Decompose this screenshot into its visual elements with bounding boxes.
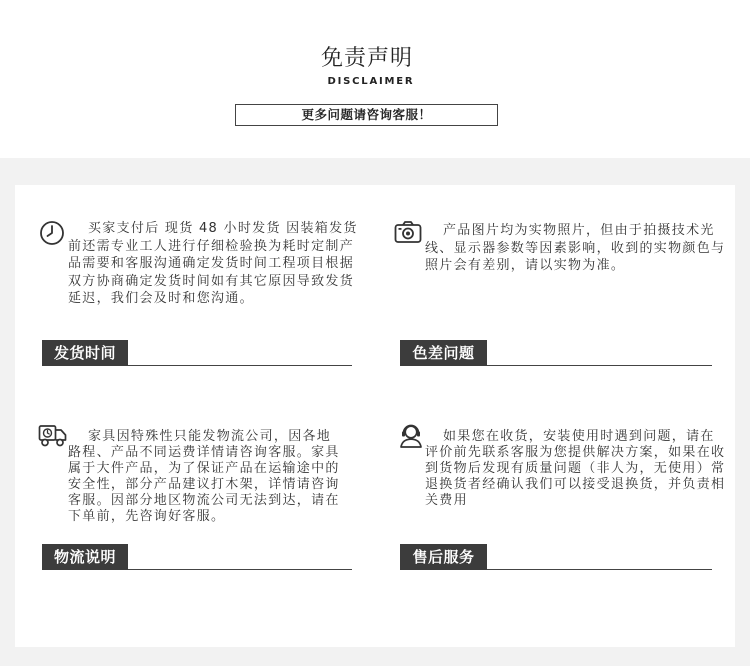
contact-notice-box: 更多问题请咨询客服！	[235, 104, 498, 126]
page-title: 免责声明	[320, 46, 413, 71]
section-text-line: 如果您在收货，安装使用时遇到问题，请在	[443, 429, 715, 444]
section-text-line: 到货物后发现有质量问题（非人为，无使用）常	[425, 461, 726, 476]
section-label-bar	[42, 544, 352, 570]
section-text-line: 产品图片均为实物照片，但由于拍摄技术光	[443, 223, 715, 238]
section-text-line: 品需要和客服沟通确定发货时间工程项目根据	[68, 256, 355, 271]
truck-icon	[38, 422, 68, 448]
camera-icon	[394, 220, 422, 244]
section-text	[68, 220, 358, 308]
section-text-line: 线、显示器参数等因素影响，收到的实物颜色与	[425, 240, 726, 256]
section-text-line: 照片会有差别，请以实物为准。	[425, 258, 626, 273]
section-text-line: 退换货者经确认我们可以接受退换货，并负责相	[425, 477, 726, 492]
section-label-bar	[400, 340, 712, 366]
clock-icon	[39, 220, 65, 246]
section-text-line: 关费用	[425, 493, 468, 508]
section-text-line: 安全性，部分产品建议打木架，详情请咨询	[68, 477, 340, 492]
section-text-line: 双方协商确定发货时间如有其它原因导致发货	[68, 273, 355, 289]
section-label: 发货时间	[42, 340, 128, 366]
customer-service-icon	[398, 422, 424, 448]
section-text	[425, 222, 725, 275]
section-text-line: 家具因特殊性只能发物流公司，因各地	[88, 429, 332, 444]
page-subtitle: DISCLAIMER	[327, 76, 415, 87]
section-label: 售后服务	[400, 544, 487, 570]
section-label-bar	[400, 544, 712, 570]
section-text	[425, 429, 725, 509]
section-text-line: 延迟，我们会及时和您沟通。	[68, 291, 254, 306]
section-text-line: 客服。因部分地区物流公司无法到达，请在	[68, 493, 340, 508]
section-text-line: 下单前，先咨询好客服。	[68, 509, 226, 524]
section-label: 色差问题	[400, 340, 487, 366]
section-text-line: 前还需专业工人进行仔细检验换为耗时定制产	[68, 238, 355, 254]
section-text-line: 属于大件产品，为了保证产品在运输途中的	[68, 461, 340, 476]
section-label-bar	[42, 340, 352, 366]
section-text-line: 买家支付后 现货 48 小时发货 因装箱发货	[88, 221, 358, 236]
section-text-line: 路程、产品不同运费详情请咨询客服。家具	[68, 445, 340, 460]
section-text	[68, 429, 340, 525]
section-text-line: 评价前先联系客服为您提供解决方案，如果在收	[425, 445, 726, 460]
section-label: 物流说明	[42, 544, 128, 570]
